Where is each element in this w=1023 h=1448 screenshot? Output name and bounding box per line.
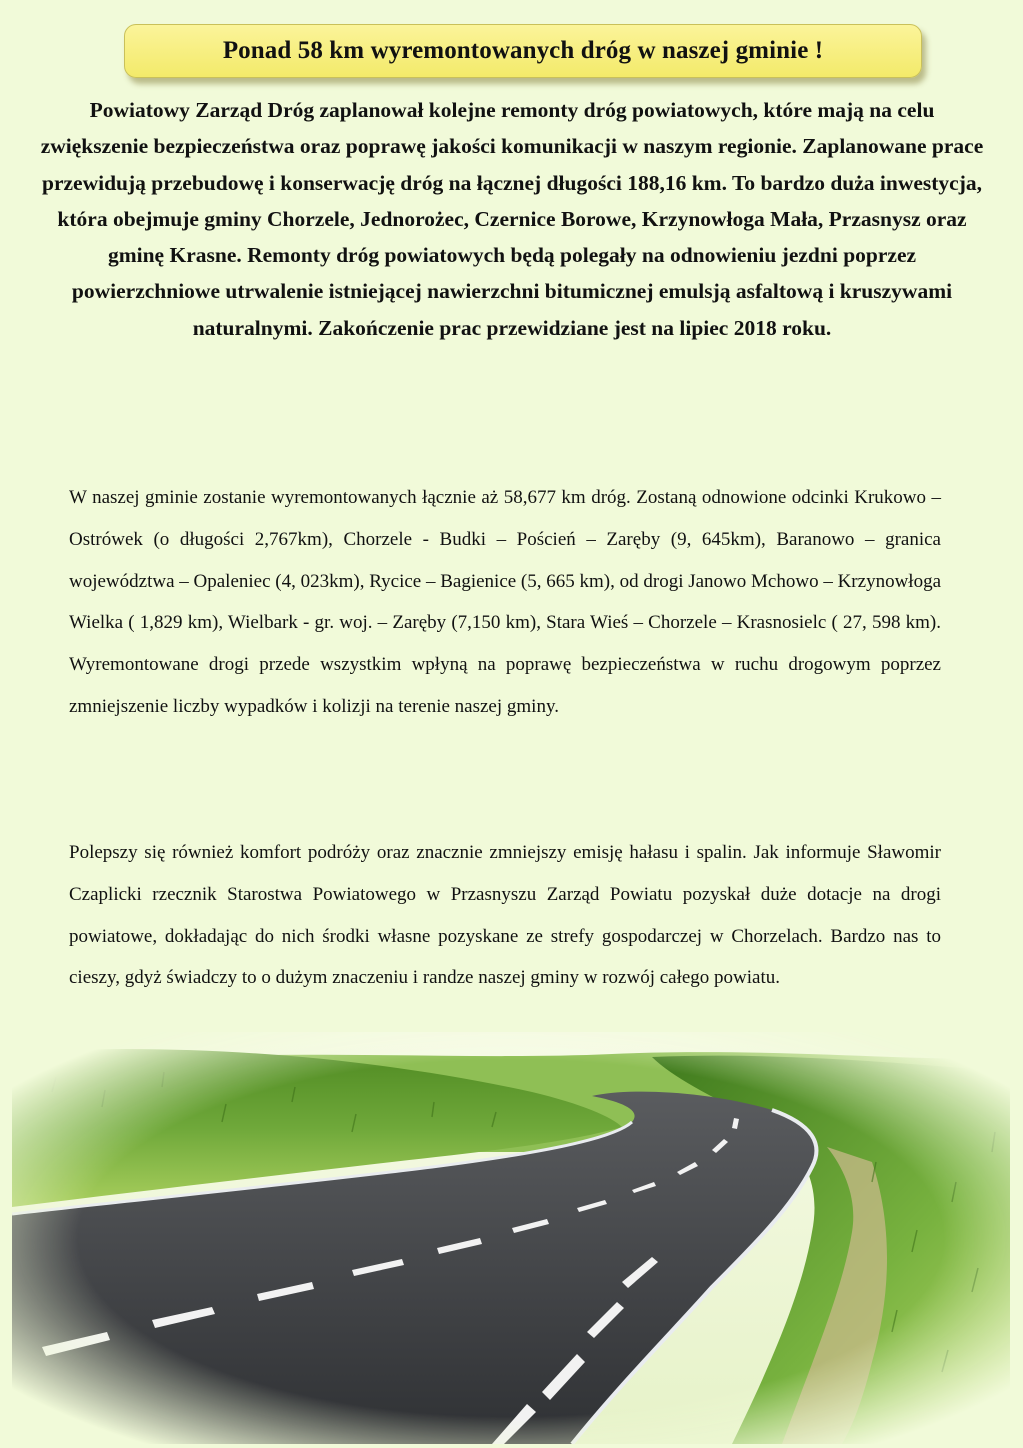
road-photo bbox=[12, 1032, 1010, 1444]
body-paragraph-1: W naszej gminie zostanie wyremontowanych łącznie aż 58,677 km dróg. Zostaną odnowione odcinki Krukowo – Ostrówek (o długości 2,767km), Chorzele - Budki – Poścień – Zaręby (9, 645km), Baranowo – granica województwa – Opaleniec (4, 023km), Rycice – Bagienice (5, 665 km), od drogi Janowo Mchowo – Krzynowłoga Wielka ( 1,829 km), Wielbark - gr. woj. – Zaręby (7,150 km), Stara Wieś – Chorzele – Krasnosielc ( 27, 598 km). Wyremontowane drogi przede wszystkim wpłyną na poprawę bezpieczeństwa w ruchu drogowym poprzez zmniejszenie liczby wypadków i kolizji na terenie naszej gminy. bbox=[69, 487, 941, 717]
road-illustration bbox=[12, 1032, 1010, 1444]
page-title: Ponad 58 km wyremontowanych dróg w naszej gminie ! bbox=[222, 37, 824, 64]
title-banner bbox=[124, 24, 922, 78]
body-paragraph-2: Polepszy się również komfort podróży oraz znacznie zmniejszy emisję hałasu i spalin. Jak informuje Sławomir Czaplicki rzecznik Starostwa Powiatowego w Przasnyszu Zarząd Powiatu pozyskał duże dotacje na drogi powiatowe, dokładając do nich środki własne pozyskane ze strefy gospodarczej w Chorzelach. Bardzo nas to cieszy, gdyż świadczy to o dużym znaczeniu i randze naszej gminy w rozwój całego powiatu. bbox=[69, 842, 941, 989]
lead-paragraph: Powiatowy Zarząd Dróg zaplanował kolejne remonty dróg powiatowych, które mają na celu zwiększenie bezpieczeństwa oraz poprawę jakości komunikacji w naszym regionie. Zaplanowane prace przewidują przebudowę i konserwację dróg na łącznej długości 188,16 km. To bardzo duża inwestycja, która obejmuje gminy Chorzele, Jednorożec, Czernice Borowe, Krzynowłoga Mała, Przasnysz oraz gminę Krasne. Remonty dróg powiatowych będą polegały na odnowieniu jezdni poprzez powierzchniowe utrwalenie istniejącej nawierzchni bitumicznej emulsją asfaltową i kruszywami naturalnymi. Zakończenie prac przewidziane jest na lipiec 2018 roku. bbox=[40, 98, 984, 340]
